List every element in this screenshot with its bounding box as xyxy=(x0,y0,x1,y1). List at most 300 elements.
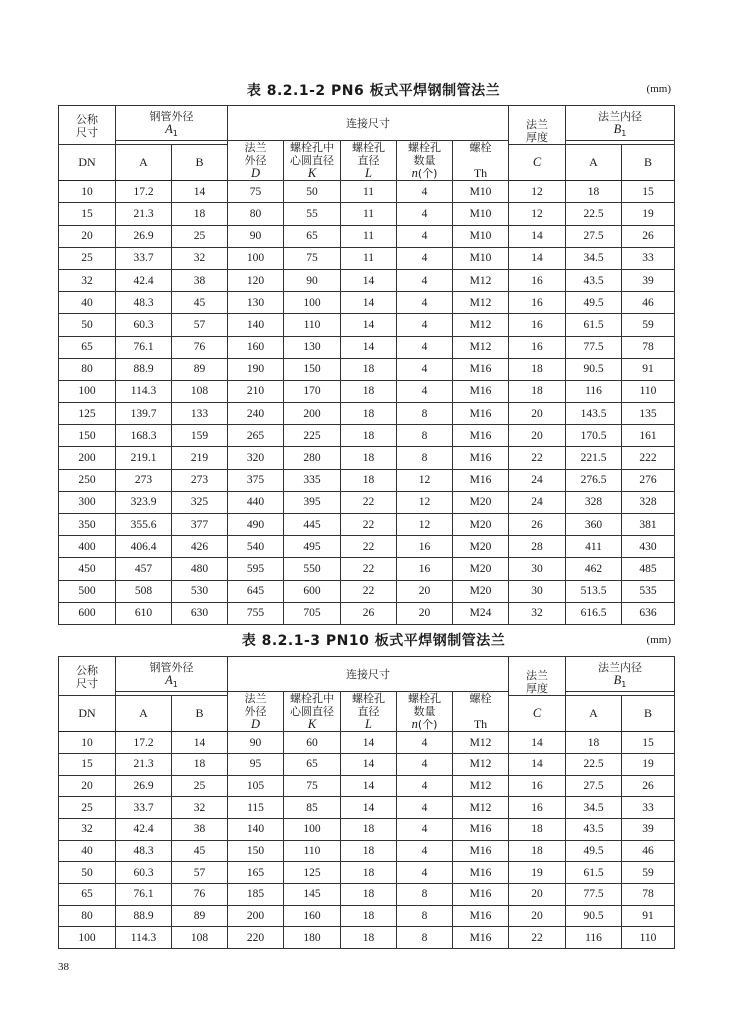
thickness-label: 法兰 xyxy=(526,669,548,682)
cell-dn: 32 xyxy=(59,269,116,291)
cell-flange-od: 165 xyxy=(228,862,284,884)
cell-bolt-count: 4 xyxy=(397,380,453,402)
cell-flange-od: 645 xyxy=(228,580,284,602)
col-thickness xyxy=(509,657,566,696)
cell-dn: 65 xyxy=(59,336,116,358)
cell-pipe-od-a: 26.9 xyxy=(116,775,172,797)
cell-pipe-od-b: 57 xyxy=(172,314,228,336)
cell-bolt-hole-dia: 18 xyxy=(341,905,397,927)
cell-flange-thickness: 30 xyxy=(509,580,566,602)
col-thickness xyxy=(509,106,566,145)
flange-id-subscript: 1 xyxy=(621,680,627,690)
cell-bolt-hole-dia: 18 xyxy=(341,447,397,469)
cell-bolt-size: M16 xyxy=(453,425,509,447)
cell-flange-od: 115 xyxy=(228,797,284,819)
flange-id-subscript: 1 xyxy=(621,129,627,139)
cell-bolt-hole-dia: 14 xyxy=(341,314,397,336)
cell-flange-od: 200 xyxy=(228,905,284,927)
cell-bolt-hole-dia: 14 xyxy=(341,269,397,291)
thickness-label-2: 厚度 xyxy=(526,682,548,695)
cell-bolt-size: M10 xyxy=(453,225,509,247)
cell-pipe-od-b: 25 xyxy=(172,225,228,247)
cell-bolt-hole-dia: 22 xyxy=(341,558,397,580)
cell-bolt-hole-dia: 11 xyxy=(341,247,397,269)
cell-bolt-hole-dia: 14 xyxy=(341,336,397,358)
cell-flange-id-b: 91 xyxy=(622,358,675,380)
cell-bolt-circle-dia: 705 xyxy=(284,602,341,624)
dn-label: DN xyxy=(78,155,96,170)
cell-pipe-od-b: 530 xyxy=(172,580,228,602)
cell-flange-id-b: 59 xyxy=(622,862,675,884)
table-row xyxy=(59,884,675,906)
cell-bolt-count: 4 xyxy=(397,203,453,225)
cell-bolt-hole-dia: 11 xyxy=(341,225,397,247)
cell-bolt-count: 4 xyxy=(397,775,453,797)
cell-dn: 80 xyxy=(59,905,116,927)
cell-pipe-od-b: 18 xyxy=(172,203,228,225)
cell-flange-od: 210 xyxy=(228,380,284,402)
flange-od-label-2: 外径 xyxy=(244,705,267,719)
cell-dn: 200 xyxy=(59,447,116,469)
cell-flange-id-b: 535 xyxy=(622,580,675,602)
col-flange-od xyxy=(228,141,284,181)
cell-pipe-od-b: 133 xyxy=(172,403,228,425)
cell-bolt-size: M24 xyxy=(453,602,509,624)
flange-od-label: 法兰 xyxy=(244,692,267,706)
flange-od-symbol: D xyxy=(250,717,261,732)
cell-dn: 150 xyxy=(59,425,116,447)
cell-bolt-hole-dia: 18 xyxy=(341,862,397,884)
cell-flange-id-a: 90.5 xyxy=(566,358,622,380)
cell-bolt-size: M10 xyxy=(453,181,509,203)
cell-bolt-circle-dia: 100 xyxy=(284,818,341,840)
cell-flange-id-b: 381 xyxy=(622,514,675,536)
cell-bolt-size: M16 xyxy=(453,380,509,402)
table-row xyxy=(59,514,675,536)
cell-bolt-count: 4 xyxy=(397,247,453,269)
cell-bolt-circle-dia: 90 xyxy=(284,269,341,291)
cell-dn: 50 xyxy=(59,314,116,336)
cell-dn: 450 xyxy=(59,558,116,580)
table-row xyxy=(59,247,675,269)
table-row xyxy=(59,358,675,380)
cell-dn: 100 xyxy=(59,927,116,949)
unit-label-pn10: (mm) xyxy=(646,634,671,646)
col-flange-id-a xyxy=(566,145,622,181)
cell-flange-id-a: 61.5 xyxy=(566,314,622,336)
cell-dn: 400 xyxy=(59,536,116,558)
cell-bolt-circle-dia: 170 xyxy=(284,380,341,402)
cell-pipe-od-b: 76 xyxy=(172,336,228,358)
cell-bolt-circle-dia: 145 xyxy=(284,884,341,906)
cell-flange-thickness: 26 xyxy=(509,514,566,536)
cell-dn: 500 xyxy=(59,580,116,602)
table-row xyxy=(59,862,675,884)
bolt-hole-symbol: L xyxy=(365,166,372,181)
cell-bolt-count: 4 xyxy=(397,818,453,840)
series-a-label: A xyxy=(589,155,598,170)
series-b-label: B xyxy=(643,706,652,721)
cell-flange-id-a: 90.5 xyxy=(566,905,622,927)
cell-bolt-count: 4 xyxy=(397,797,453,819)
cell-pipe-od-a: 114.3 xyxy=(116,927,172,949)
cell-flange-id-a: 61.5 xyxy=(566,862,622,884)
cell-dn: 25 xyxy=(59,247,116,269)
cell-bolt-size: M16 xyxy=(453,403,509,425)
col-dn xyxy=(59,696,116,732)
cell-dn: 300 xyxy=(59,491,116,513)
cell-flange-thickness: 16 xyxy=(509,314,566,336)
cell-pipe-od-b: 108 xyxy=(172,380,228,402)
cell-flange-id-b: 91 xyxy=(622,905,675,927)
cell-bolt-hole-dia: 18 xyxy=(341,469,397,491)
cell-bolt-count: 8 xyxy=(397,403,453,425)
cell-bolt-circle-dia: 180 xyxy=(284,927,341,949)
cell-flange-od: 75 xyxy=(228,181,284,203)
cell-pipe-od-b: 630 xyxy=(172,602,228,624)
cell-bolt-circle-dia: 150 xyxy=(284,358,341,380)
cell-flange-od: 190 xyxy=(228,358,284,380)
col-pipe-od-a xyxy=(116,145,172,181)
cell-bolt-hole-dia: 11 xyxy=(341,181,397,203)
table-row xyxy=(59,927,675,949)
cell-pipe-od-a: 60.3 xyxy=(116,314,172,336)
cell-flange-od: 220 xyxy=(228,927,284,949)
table-row xyxy=(59,491,675,513)
cell-pipe-od-a: 139.7 xyxy=(116,403,172,425)
bolt-count-label-2: 数量 xyxy=(413,705,436,719)
cell-bolt-hole-dia: 14 xyxy=(341,753,397,775)
cell-flange-od: 80 xyxy=(228,203,284,225)
table-row xyxy=(59,840,675,862)
table-row xyxy=(59,380,675,402)
cell-pipe-od-b: 45 xyxy=(172,292,228,314)
cell-flange-id-a: 22.5 xyxy=(566,203,622,225)
cell-flange-id-a: 43.5 xyxy=(566,818,622,840)
cell-flange-od: 120 xyxy=(228,269,284,291)
flange-od-label: 法兰 xyxy=(244,141,267,155)
cell-flange-od: 150 xyxy=(228,840,284,862)
cell-flange-id-b: 26 xyxy=(622,225,675,247)
cell-bolt-size: M12 xyxy=(453,314,509,336)
cell-bolt-size: M12 xyxy=(453,797,509,819)
bolt-count-symbol: n xyxy=(411,166,418,181)
cell-bolt-count: 12 xyxy=(397,491,453,513)
col-pipe-od-a xyxy=(116,696,172,732)
col-connection xyxy=(228,657,509,692)
col-pipe-od xyxy=(116,106,228,141)
cell-pipe-od-a: 21.3 xyxy=(116,203,172,225)
bolt-circle-label: 螺栓孔中 xyxy=(290,692,334,706)
bolt-label: 螺栓 xyxy=(469,141,492,155)
cell-bolt-size: M16 xyxy=(453,862,509,884)
cell-flange-id-a: 221.5 xyxy=(566,447,622,469)
cell-pipe-od-b: 38 xyxy=(172,818,228,840)
cell-flange-od: 375 xyxy=(228,469,284,491)
cell-flange-id-b: 636 xyxy=(622,602,675,624)
cell-bolt-circle-dia: 280 xyxy=(284,447,341,469)
cell-dn: 20 xyxy=(59,225,116,247)
cell-flange-id-b: 39 xyxy=(622,818,675,840)
cell-flange-id-a: 77.5 xyxy=(566,336,622,358)
cell-pipe-od-b: 32 xyxy=(172,797,228,819)
thickness-label: 法兰 xyxy=(526,118,548,131)
col-bolt xyxy=(453,692,509,732)
cell-bolt-count: 16 xyxy=(397,558,453,580)
cell-flange-id-b: 26 xyxy=(622,775,675,797)
cell-flange-thickness: 14 xyxy=(509,225,566,247)
cell-bolt-circle-dia: 110 xyxy=(284,314,341,336)
table-caption-pn6: 表 8.2.1-2 PN6 板式平焊钢制管法兰 xyxy=(246,83,501,99)
cell-flange-od: 320 xyxy=(228,447,284,469)
table-pn10-flange xyxy=(58,656,675,949)
cell-bolt-count: 4 xyxy=(397,358,453,380)
cell-bolt-size: M12 xyxy=(453,732,509,754)
cell-dn: 80 xyxy=(59,358,116,380)
cell-bolt-circle-dia: 60 xyxy=(284,732,341,754)
table-row xyxy=(59,797,675,819)
pipe-od-subscript: 1 xyxy=(172,129,178,139)
col-thickness-c xyxy=(509,696,566,732)
cell-flange-id-b: 430 xyxy=(622,536,675,558)
col-thickness-c xyxy=(509,145,566,181)
thickness-symbol: C xyxy=(532,706,542,721)
cell-pipe-od-a: 355.6 xyxy=(116,514,172,536)
cell-bolt-hole-dia: 18 xyxy=(341,403,397,425)
col-dn xyxy=(59,145,116,181)
cell-dn: 15 xyxy=(59,203,116,225)
bolt-count-symbol: n xyxy=(411,717,418,732)
cell-flange-id-a: 513.5 xyxy=(566,580,622,602)
cell-pipe-od-b: 38 xyxy=(172,269,228,291)
table-row xyxy=(59,314,675,336)
cell-flange-id-a: 43.5 xyxy=(566,269,622,291)
cell-flange-od: 90 xyxy=(228,225,284,247)
cell-flange-id-a: 22.5 xyxy=(566,753,622,775)
cell-flange-od: 140 xyxy=(228,818,284,840)
cell-pipe-od-a: 33.7 xyxy=(116,247,172,269)
bolt-count-label: 螺栓孔 xyxy=(408,141,441,155)
cell-pipe-od-a: 60.3 xyxy=(116,862,172,884)
cell-bolt-count: 4 xyxy=(397,753,453,775)
table-row xyxy=(59,203,675,225)
cell-pipe-od-a: 33.7 xyxy=(116,797,172,819)
table-row xyxy=(59,732,675,754)
cell-dn: 250 xyxy=(59,469,116,491)
cell-pipe-od-b: 14 xyxy=(172,732,228,754)
cell-pipe-od-a: 508 xyxy=(116,580,172,602)
cell-flange-thickness: 18 xyxy=(509,818,566,840)
bolt-circle-symbol: K xyxy=(307,717,317,732)
cell-flange-id-a: 27.5 xyxy=(566,775,622,797)
cell-flange-id-a: 77.5 xyxy=(566,884,622,906)
cell-bolt-circle-dia: 225 xyxy=(284,425,341,447)
flange-id-symbol: B xyxy=(613,673,622,687)
bolt-count-unit: (个) xyxy=(417,718,438,732)
cell-pipe-od-b: 45 xyxy=(172,840,228,862)
cell-flange-thickness: 14 xyxy=(509,732,566,754)
cell-pipe-od-a: 76.1 xyxy=(116,336,172,358)
bolt-circle-label-2: 心圆直径 xyxy=(290,705,334,719)
bolt-count-label: 螺栓孔 xyxy=(408,692,441,706)
table-row xyxy=(59,225,675,247)
cell-bolt-hole-dia: 22 xyxy=(341,536,397,558)
cell-bolt-circle-dia: 75 xyxy=(284,775,341,797)
cell-dn: 350 xyxy=(59,514,116,536)
flange-id-label: 法兰内径 xyxy=(598,110,642,123)
nominal-size-label: 公称 xyxy=(76,113,98,126)
cell-bolt-hole-dia: 11 xyxy=(341,203,397,225)
cell-bolt-hole-dia: 18 xyxy=(341,358,397,380)
cell-bolt-circle-dia: 85 xyxy=(284,797,341,819)
table-row xyxy=(59,403,675,425)
cell-pipe-od-a: 168.3 xyxy=(116,425,172,447)
cell-bolt-circle-dia: 110 xyxy=(284,840,341,862)
cell-flange-od: 90 xyxy=(228,732,284,754)
col-bolt-count xyxy=(397,141,453,181)
cell-flange-id-b: 15 xyxy=(622,732,675,754)
cell-flange-id-b: 15 xyxy=(622,181,675,203)
cell-bolt-size: M16 xyxy=(453,358,509,380)
dn-label: DN xyxy=(78,706,96,721)
cell-pipe-od-a: 323.9 xyxy=(116,491,172,513)
cell-bolt-size: M12 xyxy=(453,336,509,358)
cell-flange-thickness: 16 xyxy=(509,336,566,358)
cell-bolt-size: M16 xyxy=(453,447,509,469)
table-row xyxy=(59,753,675,775)
cell-bolt-count: 4 xyxy=(397,181,453,203)
col-flange-od xyxy=(228,692,284,732)
cell-pipe-od-a: 88.9 xyxy=(116,358,172,380)
cell-bolt-size: M20 xyxy=(453,536,509,558)
cell-pipe-od-a: 610 xyxy=(116,602,172,624)
cell-dn: 125 xyxy=(59,403,116,425)
cell-bolt-hole-dia: 18 xyxy=(341,840,397,862)
cell-bolt-count: 4 xyxy=(397,269,453,291)
cell-bolt-count: 16 xyxy=(397,536,453,558)
cell-pipe-od-a: 457 xyxy=(116,558,172,580)
cell-flange-od: 140 xyxy=(228,314,284,336)
cell-flange-od: 755 xyxy=(228,602,284,624)
series-b-label: B xyxy=(643,155,652,170)
cell-pipe-od-a: 17.2 xyxy=(116,732,172,754)
cell-flange-thickness: 16 xyxy=(509,797,566,819)
cell-bolt-count: 4 xyxy=(397,225,453,247)
cell-flange-thickness: 16 xyxy=(509,269,566,291)
cell-flange-id-a: 360 xyxy=(566,514,622,536)
table-row xyxy=(59,292,675,314)
cell-bolt-hole-dia: 14 xyxy=(341,732,397,754)
cell-pipe-od-a: 406.4 xyxy=(116,536,172,558)
cell-bolt-count: 4 xyxy=(397,840,453,862)
cell-bolt-count: 20 xyxy=(397,580,453,602)
cell-flange-id-a: 49.5 xyxy=(566,292,622,314)
series-b-label: B xyxy=(195,706,204,721)
cell-dn: 600 xyxy=(59,602,116,624)
cell-bolt-size: M20 xyxy=(453,514,509,536)
cell-bolt-hole-dia: 22 xyxy=(341,514,397,536)
table-row xyxy=(59,447,675,469)
connection-label: 连接尺寸 xyxy=(346,667,390,681)
col-flange-id-a xyxy=(566,696,622,732)
flange-od-label-2: 外径 xyxy=(244,154,267,168)
cell-dn: 15 xyxy=(59,753,116,775)
cell-bolt-hole-dia: 26 xyxy=(341,602,397,624)
cell-flange-id-a: 411 xyxy=(566,536,622,558)
cell-bolt-circle-dia: 75 xyxy=(284,247,341,269)
connection-label: 连接尺寸 xyxy=(346,116,390,130)
cell-bolt-hole-dia: 18 xyxy=(341,818,397,840)
cell-dn: 20 xyxy=(59,775,116,797)
cell-flange-id-a: 170.5 xyxy=(566,425,622,447)
cell-bolt-size: M10 xyxy=(453,247,509,269)
cell-bolt-hole-dia: 18 xyxy=(341,380,397,402)
cell-bolt-count: 12 xyxy=(397,469,453,491)
cell-flange-od: 105 xyxy=(228,775,284,797)
cell-pipe-od-b: 89 xyxy=(172,358,228,380)
cell-flange-id-a: 34.5 xyxy=(566,247,622,269)
cell-pipe-od-b: 76 xyxy=(172,884,228,906)
cell-dn: 10 xyxy=(59,181,116,203)
bolt-circle-symbol: K xyxy=(307,166,317,181)
col-bolt xyxy=(453,141,509,181)
col-pipe-od-b xyxy=(172,696,228,732)
cell-flange-id-a: 18 xyxy=(566,181,622,203)
cell-bolt-circle-dia: 200 xyxy=(284,403,341,425)
cell-flange-id-a: 18 xyxy=(566,732,622,754)
cell-bolt-circle-dia: 495 xyxy=(284,536,341,558)
cell-pipe-od-a: 21.3 xyxy=(116,753,172,775)
cell-pipe-od-a: 17.2 xyxy=(116,181,172,203)
cell-flange-thickness: 32 xyxy=(509,602,566,624)
cell-pipe-od-b: 325 xyxy=(172,491,228,513)
cell-bolt-hole-dia: 14 xyxy=(341,292,397,314)
cell-flange-id-b: 39 xyxy=(622,269,675,291)
cell-bolt-count: 8 xyxy=(397,447,453,469)
cell-bolt-size: M12 xyxy=(453,775,509,797)
cell-flange-thickness: 18 xyxy=(509,380,566,402)
thickness-label-2: 厚度 xyxy=(526,131,548,144)
cell-flange-id-b: 78 xyxy=(622,336,675,358)
pipe-od-label: 钢管外径 xyxy=(149,110,194,123)
table-row xyxy=(59,269,675,291)
cell-bolt-count: 8 xyxy=(397,905,453,927)
cell-pipe-od-b: 89 xyxy=(172,905,228,927)
cell-flange-id-b: 110 xyxy=(622,380,675,402)
cell-dn: 25 xyxy=(59,797,116,819)
cell-flange-id-a: 276.5 xyxy=(566,469,622,491)
cell-flange-thickness: 19 xyxy=(509,862,566,884)
cell-flange-od: 95 xyxy=(228,753,284,775)
pipe-od-symbol: A xyxy=(165,673,173,687)
col-flange-id-b xyxy=(622,145,675,181)
col-connection xyxy=(228,106,509,141)
cell-bolt-circle-dia: 335 xyxy=(284,469,341,491)
table-row xyxy=(59,536,675,558)
bolt-hole-label-2: 直径 xyxy=(357,705,380,719)
cell-flange-thickness: 18 xyxy=(509,358,566,380)
table-row xyxy=(59,775,675,797)
cell-bolt-count: 8 xyxy=(397,884,453,906)
col-nominal-size xyxy=(59,106,116,145)
cell-pipe-od-a: 42.4 xyxy=(116,818,172,840)
cell-flange-od: 440 xyxy=(228,491,284,513)
col-pipe-od xyxy=(116,657,228,692)
cell-bolt-hole-dia: 18 xyxy=(341,884,397,906)
cell-bolt-count: 20 xyxy=(397,602,453,624)
cell-pipe-od-b: 219 xyxy=(172,447,228,469)
cell-bolt-circle-dia: 100 xyxy=(284,292,341,314)
